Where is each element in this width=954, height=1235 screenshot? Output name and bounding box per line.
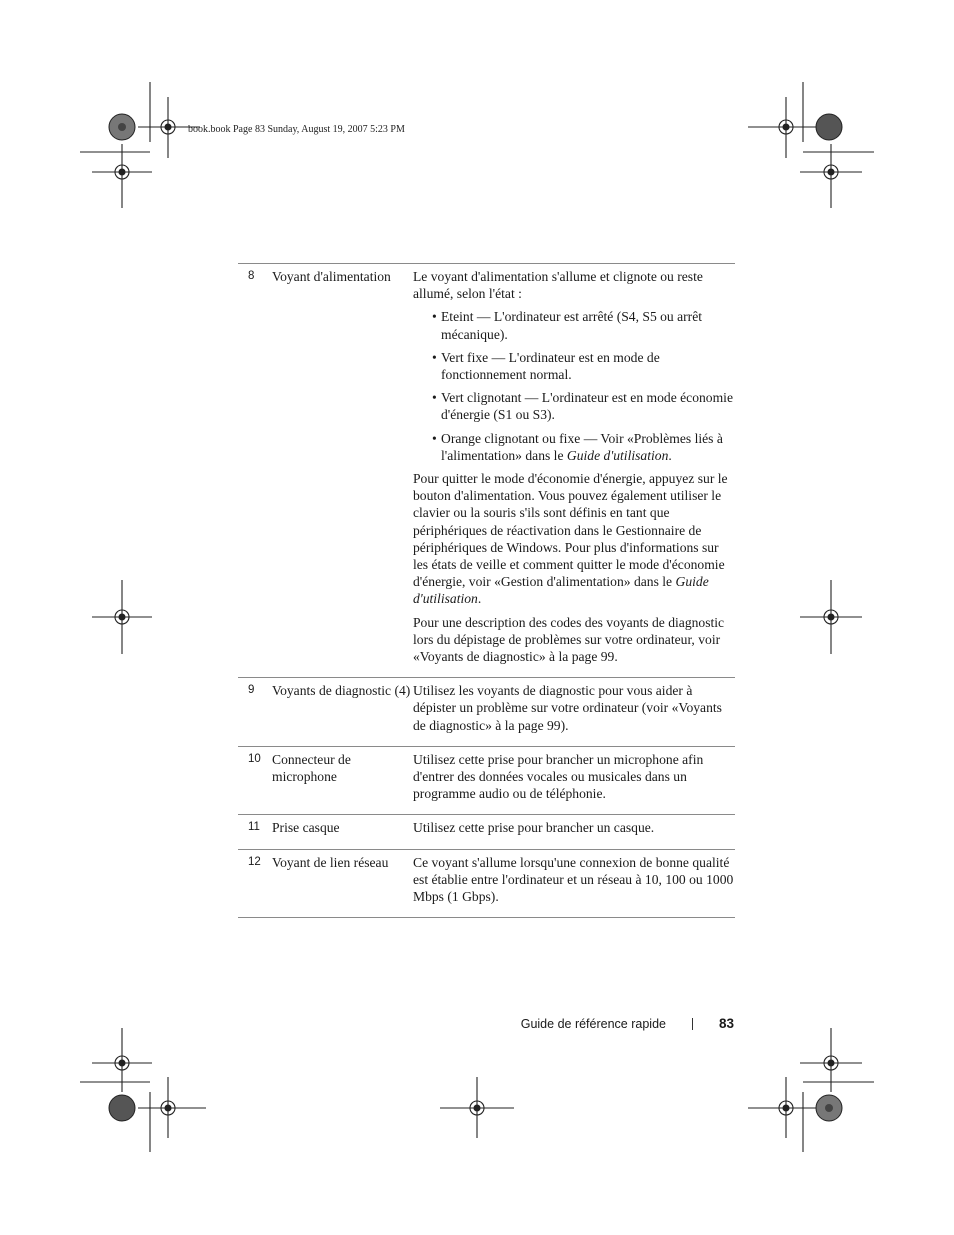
state-list xyxy=(413,308,735,464)
list-item xyxy=(413,349,735,383)
description-intro: Le voyant d'alimentation s'allume et clignote ou reste allumé, selon l'état : xyxy=(413,269,703,302)
description-paragraph xyxy=(413,854,735,906)
text-run: Pour quitter le mode d'économie d'énergie, appuyez sur le bouton d'alimentation. Vous pouvez également utiliser le clavier ou la souris s'ils sont définis en tant que périphériques de réactivation dans le Gestionnaire de périphériques de Windows. Pour plus d'informations sur les états de veille et comment quitter le mode d'économie d'énergie, voir «Gestion d'alimentation» dans le xyxy=(413,471,728,590)
text-run: Vert clignotant — L'ordinateur est en mode économie d'énergie (S1 ou S3). xyxy=(441,390,733,423)
text-run: Utilisez les voyants de diagnostic pour vous aider à dépister un problème sur votre ordinateur (voir «Voyants de diagnostic» à la page 99). xyxy=(413,683,722,733)
table-row xyxy=(238,746,735,815)
row-number: 11 xyxy=(248,821,260,834)
table-row xyxy=(238,849,735,918)
italic-reference: Guide d'utilisation xyxy=(566,447,669,463)
component-description xyxy=(413,264,735,678)
text-run: Vert fixe — L'ordinateur est en mode de fonctionnement normal. xyxy=(441,349,660,383)
text-run: Eteint — L'ordinateur est arrêté (S4, S5 ou arrêt mécanique). xyxy=(441,309,703,342)
table-row xyxy=(238,264,735,678)
table-row xyxy=(238,678,735,747)
text-run: Utilisez cette prise pour brancher un microphone afin d'entrer des données vocales ou musicales dans un programme audio ou de téléphonie. xyxy=(413,751,704,802)
component-name: Prise casque xyxy=(272,820,340,836)
component-description xyxy=(413,746,735,815)
component-name: Voyants de diagnostic (4) xyxy=(272,683,411,699)
list-item xyxy=(413,308,735,342)
page-footer xyxy=(521,1016,734,1031)
page-number: 83 xyxy=(718,1016,734,1031)
table-row xyxy=(238,815,735,849)
description-paragraph xyxy=(413,470,735,608)
description-paragraph xyxy=(413,614,735,666)
description-paragraph xyxy=(413,819,735,836)
list-item xyxy=(413,430,735,464)
footer-title: Guide de référence rapide xyxy=(520,1016,666,1031)
italic-reference: Guide d'utilisation xyxy=(413,574,709,607)
component-description xyxy=(413,849,735,918)
row-number: 12 xyxy=(248,855,261,868)
row-number: 8 xyxy=(248,270,255,282)
description-paragraph xyxy=(413,682,735,734)
row-number: 10 xyxy=(248,752,261,765)
component-description xyxy=(413,815,735,849)
text-run: . xyxy=(668,447,672,463)
component-name: Voyant de lien réseau xyxy=(272,854,389,870)
component-name: Voyant d'alimentation xyxy=(272,269,391,284)
description-paragraph xyxy=(413,751,735,803)
text-run: . xyxy=(477,591,482,607)
component-description xyxy=(413,678,735,747)
slug-line: book.book Page 83 Sunday, August 19, 2007 5:23 PM xyxy=(188,124,405,135)
text-run: Orange clignotant ou fixe — Voir «Problèmes liés à l'alimentation» dans le xyxy=(441,430,723,463)
text-run: Ce voyant s'allume lorsqu'une connexion de bonne qualité est établie entre l'ordinateur et un réseau à 10, 100 ou 1000 Mbps (1 Gbps). xyxy=(413,854,734,905)
component-table xyxy=(238,263,735,918)
row-number: 9 xyxy=(248,684,255,697)
component-name: Connecteur de microphone xyxy=(272,751,351,785)
footer-separator xyxy=(692,1018,693,1030)
text-run: Pour une description des codes des voyants de diagnostic lors du dépistage de problèmes sur votre ordinateur, voir «Voyants de diagnostic» à la page 99. xyxy=(413,614,725,665)
list-item xyxy=(413,389,735,423)
text-run: Utilisez cette prise pour brancher un casque. xyxy=(413,820,655,836)
